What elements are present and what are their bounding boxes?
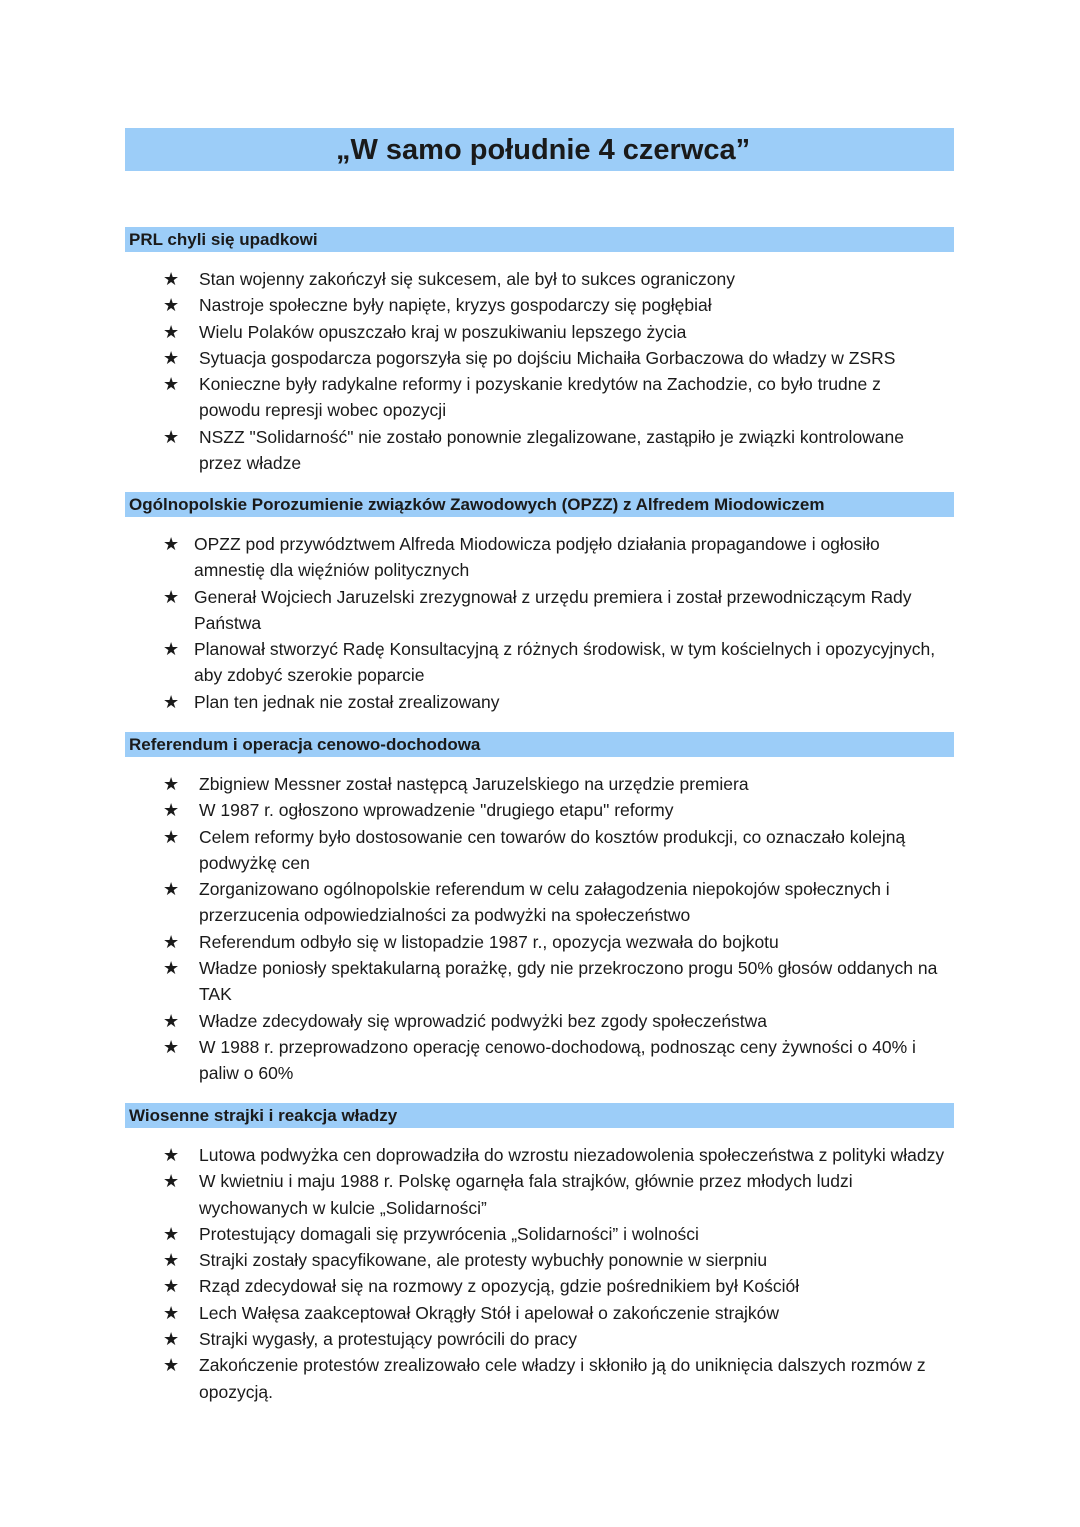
star-bullet-icon: ★ [163,295,180,316]
star-bullet-icon: ★ [163,347,180,368]
star-bullet-icon: ★ [163,958,180,979]
bullet-list [125,266,954,476]
star-bullet-icon: ★ [163,586,180,607]
star-bullet-icon: ★ [163,321,180,342]
star-bullet-icon: ★ [163,1302,180,1323]
star-bullet-icon: ★ [163,1276,180,1297]
star-bullet-icon: ★ [163,1036,180,1057]
list-item: ★ Celem reformy było dostosowanie cen towarów do kosztów produkcji, co oznaczało kolejną podwyżkę cen [125,824,954,877]
list-item: ★ Zbigniew Messner został następcą Jaruzelskiego na urzędzie premiera [125,771,954,797]
star-bullet-icon: ★ [163,374,180,395]
star-bullet-icon: ★ [163,426,180,447]
list-item: ★ Strajki zostały spacyfikowane, ale protesty wybuchły ponownie w sierpniu [125,1247,954,1273]
star-bullet-icon: ★ [163,1010,180,1031]
section-referendum [125,732,954,1087]
list-item: ★ Zakończenie protestów zrealizowało cele władzy i skłoniło ją do uniknięcia dalszych rozmów z opozycją. [125,1352,954,1405]
list-item: ★ W 1988 r. przeprowadzono operację cenowo-dochodową, podnosząc ceny żywności o 40% i paliw o 60% [125,1034,954,1087]
star-bullet-icon: ★ [163,1171,180,1192]
list-item: ★ Lech Wałęsa zaakceptował Okrągły Stół i apelował o zakończenie strajków [125,1300,954,1326]
bullet-list [125,771,954,1087]
star-bullet-icon: ★ [163,269,180,289]
list-item: ★ Strajki wygasły, a protestujący powrócili do pracy [125,1326,954,1352]
star-bullet-icon: ★ [163,639,180,660]
star-bullet-icon: ★ [163,826,180,847]
list-item: ★ OPZZ pod przywództwem Alfreda Miodowicza podjęło działania propagandowe i ogłosiło amnestię dla więźniów politycznych [125,531,954,584]
list-item: ★ Władze poniosły spektakularną porażkę, gdy nie przekroczono progu 50% głosów oddanych na TAK [125,955,954,1008]
section-heading: Wiosenne strajki i reakcja władzy [125,1103,954,1128]
star-bullet-icon: ★ [163,1223,180,1244]
title-bar [125,128,954,171]
section-heading: Ogólnopolskie Porozumienie związków Zawodowych (OPZZ) z Alfredem Miodowiczem [125,492,954,517]
list-item: ★ W kwietniu i maju 1988 r. Polskę ogarnęła fala strajków, głównie przez młodych ludzi wychowanych w kulcie „Solidarności” [125,1168,954,1221]
bullet-list [125,531,954,715]
list-item: ★ Rząd zdecydował się na rozmowy z opozycją, gdzie pośrednikiem był Kościół [125,1273,954,1299]
list-item: ★ W 1987 r. ogłoszono wprowadzenie "drugiego etapu" reformy [125,797,954,823]
section-opzz [125,492,954,715]
list-item: ★ Planował stworzyć Radę Konsultacyjną z różnych środowisk, w tym kościelnych i opozycyjnych, aby zdobyć szerokie poparcie [125,636,954,689]
section-heading: PRL chyli się upadkowi [125,227,954,252]
list-item: ★ Plan ten jednak nie został zrealizowany [125,689,954,715]
list-item: ★ Protestujący domagali się przywrócenia „Solidarności” i wolności [125,1221,954,1247]
list-item: ★ Wielu Polaków opuszczało kraj w poszukiwaniu lepszego życia [125,319,954,345]
star-bullet-icon: ★ [163,931,180,952]
list-item: ★ Zorganizowano ogólnopolskie referendum w celu załagodzenia niepokojów społecznych i przerzucenia odpowiedzialności za podwyżki na społeczeństwo [125,876,954,929]
list-item: ★ Generał Wojciech Jaruzelski zrezygnował z urzędu premiera i został przewodniczącym Rady Państwa [125,584,954,637]
star-bullet-icon: ★ [163,1250,180,1271]
list-item: ★ Referendum odbyło się w listopadzie 1987 r., opozycja wezwała do bojkotu [125,929,954,955]
star-bullet-icon: ★ [163,1329,180,1350]
star-bullet-icon: ★ [163,1355,180,1376]
list-item: ★ Sytuacja gospodarcza pogorszyła się po dojściu Michaiła Gorbaczowa do władzy w ZSRS [125,345,954,371]
section-heading: Referendum i operacja cenowo-dochodowa [125,732,954,757]
section-strajki [125,1103,954,1405]
section-prl-upadek [125,227,954,476]
list-item: ★ Nastroje społeczne były napięte, kryzys gospodarczy się pogłębiał [125,292,954,318]
star-bullet-icon: ★ [163,691,180,712]
page-title: „W samo południe 4 czerwca” [336,134,751,166]
list-item: ★ Stan wojenny zakończył się sukcesem, ale był to sukces ograniczony [125,266,954,292]
star-bullet-icon: ★ [163,800,180,821]
list-item: ★ Władze zdecydowały się wprowadzić podwyżki bez zgody społeczeństwa [125,1008,954,1034]
list-item: ★ Lutowa podwyżka cen doprowadziła do wzrostu niezadowolenia społeczeństwa z polityki władzy [125,1142,954,1168]
star-bullet-icon: ★ [163,534,180,554]
star-bullet-icon: ★ [163,774,180,794]
list-item: ★ Konieczne były radykalne reformy i pozyskanie kredytów na Zachodzie, co było trudne z powodu represji wobec opozycji [125,371,954,424]
bullet-list [125,1142,954,1405]
star-bullet-icon: ★ [163,1145,180,1165]
list-item: ★ NSZZ "Solidarność" nie zostało ponownie zlegalizowane, zastąpiło je związki kontrolowane przez władze [125,424,954,477]
star-bullet-icon: ★ [163,879,180,900]
